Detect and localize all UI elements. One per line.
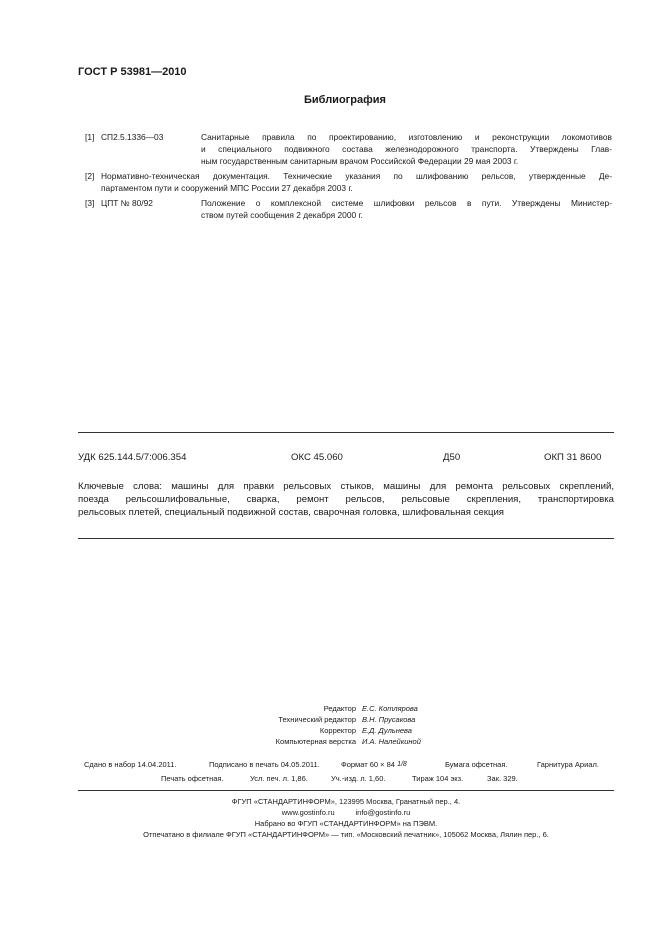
entry-line: Нормативно-техническая документация. Технические указания по шлифованию рельсов, утвержденные Де- bbox=[101, 171, 612, 181]
okp-code: ОКП 31 8600 bbox=[544, 452, 602, 463]
entry-code: ЦПТ № 80/92 bbox=[101, 198, 153, 208]
format-fraction: 1/8 bbox=[397, 761, 407, 768]
bibliography-entry bbox=[85, 131, 612, 167]
entry-number: [1] bbox=[85, 132, 95, 142]
entry-line: ством путей сообщения 2 декабря 2000 г. bbox=[201, 210, 363, 220]
keywords-line: рельсовых плетей, специальный подвижной состав, сварочная головка, шлифовальная секция bbox=[78, 507, 505, 518]
keywords-line: поезда рельсошлифовальные, сварка, ремонт рельсов, рельсовые скрепления, транспортировка bbox=[78, 494, 614, 505]
bibliography-title: Библиография bbox=[304, 94, 386, 106]
oks-code: ОКС 45.060 bbox=[291, 452, 343, 463]
publisher-sheets: Уч.-изд. л. 1,60. bbox=[331, 774, 386, 783]
print-sheets: Усл. печ. л. 1,86. bbox=[250, 774, 308, 783]
udk-code: УДК 625.144.5/7:006.354 bbox=[78, 452, 187, 463]
typeset-info: Набрано во ФГУП «СТАНДАРТИНФОРМ» на ПЭВМ. bbox=[254, 819, 438, 828]
entry-description bbox=[201, 197, 612, 221]
entry-line: ным государственным санитарным врачом Российской Федерации 29 мая 2003 г. bbox=[201, 156, 519, 166]
printing-info: Отпечатано в филиале ФГУП «СТАНДАРТИНФОРМ» — тип. «Московский печатник», 105062 Москва, Лялин пер., 6. bbox=[143, 830, 549, 839]
credit-role: Корректор bbox=[319, 726, 356, 735]
entry-line: и специального подвижного состава железнодорожного транспорта. Утверждены Глав- bbox=[201, 144, 612, 154]
publisher-address: ФГУП «СТАНДАРТИНФОРМ», 123995 Москва, Гранатный пер., 4. bbox=[231, 797, 461, 806]
document-code: ГОСТ Р 53981—2010 bbox=[78, 66, 187, 78]
entry-line: Положение о комплексной системе шлифовки рельсов в пути. Утверждены Министер- bbox=[201, 198, 612, 208]
entry-line: Санитарные правила по проектированию, изготовлению и реконструкции локомотивов bbox=[201, 132, 612, 142]
credit-name: Е.Д. Дульнева bbox=[362, 726, 412, 735]
bibliography-entry bbox=[85, 170, 612, 194]
divider-bottom bbox=[78, 538, 614, 539]
entry-code: СП2.5.1336—03 bbox=[101, 132, 164, 142]
credit-role: Компьютерная верстка bbox=[275, 737, 356, 746]
print-type: Печать офсетная. bbox=[161, 774, 224, 783]
publisher-contacts: www.gostinfo.ru info@gostinfo.ru bbox=[281, 808, 411, 817]
credit-name: Е.С. Котлярова bbox=[362, 704, 418, 713]
keywords-block bbox=[78, 480, 614, 519]
paper-info: Бумага офсетная. bbox=[445, 760, 508, 769]
entry-number: [2] bbox=[85, 171, 95, 181]
credit-role: Редактор bbox=[323, 704, 356, 713]
entry-description bbox=[101, 170, 612, 194]
submitted-date: Сдано в набор 14.04.2011. bbox=[84, 760, 177, 769]
d-code: Д50 bbox=[443, 452, 461, 463]
credit-role: Технический редактор bbox=[278, 715, 356, 724]
format-info bbox=[341, 760, 407, 769]
signed-date: Подписано в печать 04.05.2011. bbox=[209, 760, 320, 769]
entry-number: [3] bbox=[85, 198, 95, 208]
credit-name: В.Н. Прусакова bbox=[362, 715, 416, 724]
divider-publication bbox=[78, 790, 614, 791]
bibliography-entry bbox=[85, 197, 612, 221]
font-info: Гарнитура Ариал. bbox=[537, 760, 599, 769]
divider-top bbox=[78, 432, 614, 433]
entry-line: партаментом пути и сооружений МПС России 27 декабря 2003 г. bbox=[101, 183, 353, 193]
format-label: Формат 60 × 84 bbox=[341, 760, 395, 769]
credit-name: И.А. Налейкиной bbox=[362, 737, 421, 746]
entry-description bbox=[201, 131, 612, 167]
order-number: Зак. 329. bbox=[487, 774, 518, 783]
keywords-line: Ключевые слова: машины для правки рельсовых стыков, машины для ремонта рельсовых скреплений, bbox=[78, 481, 614, 492]
print-run: Тираж 104 экз. bbox=[412, 774, 464, 783]
